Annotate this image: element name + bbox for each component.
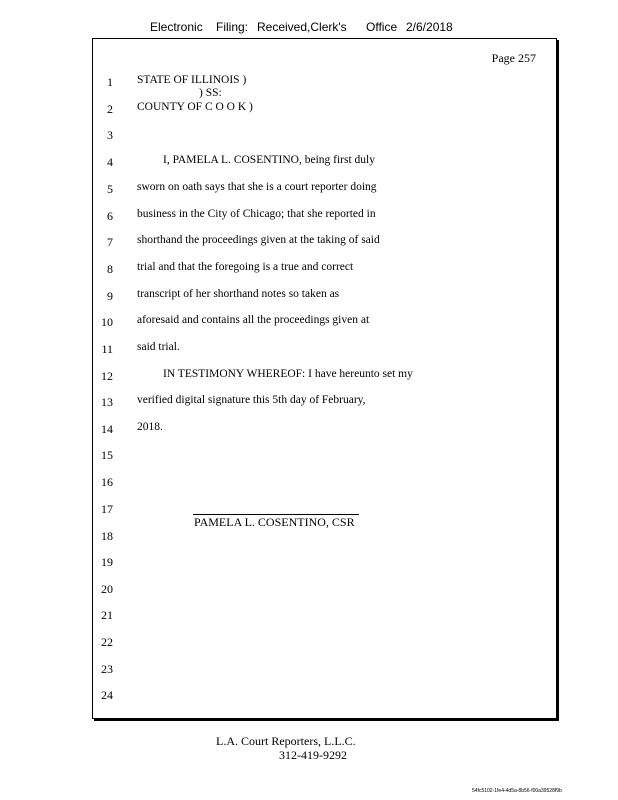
line-number: 19 [101, 555, 113, 569]
line-number: 11 [101, 342, 113, 356]
document-id: 54fc5102-1fe4-4d5a-8b56-f00a39528f9b [472, 788, 562, 794]
transcript-line-10: aforesaid and contains all the proceedings given at [137, 314, 370, 326]
line-number: 14 [101, 422, 113, 436]
stamp-word: Received,Clerk's [257, 20, 347, 34]
line-number: 20 [101, 582, 113, 596]
line-number: 1 [107, 75, 113, 89]
line-number: 8 [107, 262, 113, 276]
line-number: 22 [101, 635, 113, 649]
stamp-word: 2/6/2018 [406, 20, 453, 34]
page-number: Page 257 [491, 51, 536, 65]
transcript-page [92, 38, 557, 719]
line-number: 23 [101, 662, 113, 676]
transcript-line-9: transcript of her shorthand notes so taken as [137, 288, 340, 300]
transcript-line-1: STATE OF ILLINOIS ) [137, 74, 247, 86]
line-number: 17 [101, 502, 113, 516]
stamp-word: Electronic [150, 20, 203, 34]
line-number: 5 [107, 182, 113, 196]
transcript-line-13: verified digital signature this 5th day of February, [137, 394, 366, 406]
line-number: 9 [107, 289, 113, 303]
line-number: 6 [107, 209, 113, 223]
stamp-word: Office [366, 20, 398, 34]
transcript-line-6: business in the City of Chicago; that she reported in [137, 208, 376, 220]
line-number: 13 [101, 395, 113, 409]
line-number: 18 [101, 529, 113, 543]
transcript-line-11: said trial. [137, 341, 180, 353]
transcript-line-2: COUNTY OF C O O K ) [137, 101, 253, 113]
transcript-line-14: 2018. [137, 421, 163, 433]
line-number: 24 [101, 688, 113, 702]
ss-label: ) SS: [199, 87, 222, 99]
transcript-line-4: I, PAMELA L. COSENTINO, being first duly [163, 154, 376, 166]
line-number: 15 [101, 448, 113, 462]
transcript-line-12: IN TESTIMONY WHEREOF: I have hereunto set my [163, 368, 413, 380]
line-number: 21 [101, 608, 113, 622]
stamp-word: Filing: [216, 20, 249, 34]
line-number: 7 [107, 235, 113, 249]
signature-name: PAMELA L. COSENTINO, CSR [194, 515, 355, 529]
line-number: 16 [101, 475, 113, 489]
transcript-line-7: shorthand the proceedings given at the taking of said [137, 234, 380, 246]
transcript-line-5: sworn on oath says that she is a court reporter doing [137, 181, 377, 193]
line-number: 3 [107, 128, 113, 142]
company-name: L.A. Court Reporters, L.L.C. [216, 734, 356, 748]
company-phone: 312-419-9292 [279, 748, 347, 762]
line-number: 2 [107, 102, 113, 116]
transcript-line-8: trial and that the foregoing is a true and correct [137, 261, 354, 273]
line-number: 12 [101, 369, 113, 383]
line-number: 4 [107, 155, 113, 169]
line-number: 10 [101, 315, 113, 329]
